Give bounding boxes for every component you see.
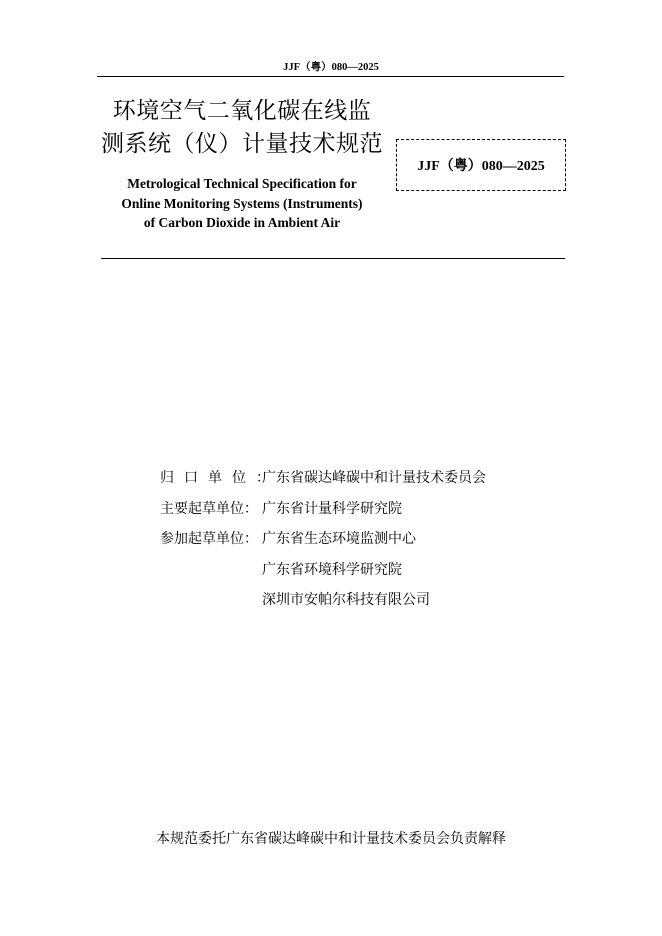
specification-code-box <box>396 139 566 191</box>
responsible-unit-label: 归口单位： <box>160 470 280 487</box>
drafting-units <box>160 462 580 615</box>
main-drafter-row <box>160 493 580 524</box>
participating-drafter-row <box>160 584 580 615</box>
title-chinese-line-1: 环境空气二氧化碳在线监 <box>112 98 372 124</box>
specification-code: JJF（粤）080—2025 <box>417 159 545 174</box>
running-header-code: JJF（粤）080—2025 <box>283 62 379 73</box>
title-english-line-3: of Carbon Dioxide in Ambient Air <box>143 215 341 230</box>
header-divider <box>97 76 564 77</box>
title-chinese <box>92 95 392 161</box>
participating-drafter-value: 广东省环境科学研究院 <box>262 561 402 578</box>
title-english <box>90 174 394 233</box>
participating-drafter-label: 参加起草单位： <box>160 531 258 548</box>
title-english-line-2: Online Monitoring Systems (Instruments) <box>121 195 363 211</box>
responsible-unit-row <box>160 462 580 493</box>
interpretation-note: 本规范委托广东省碳达峰碳中和计量技术委员会负责解释 <box>156 831 506 847</box>
main-drafter-label: 主要起草单位： <box>160 500 258 517</box>
title-chinese-line-2: 测系统（仪）计量技术规范 <box>101 131 383 157</box>
title-english-line-1: Metrological Technical Specification for <box>127 176 357 191</box>
main-drafter-value: 广东省计量科学研究院 <box>262 500 402 517</box>
title-divider <box>101 258 565 259</box>
participating-drafter-value: 广东省生态环境监测中心 <box>262 531 416 548</box>
participating-drafter-value: 深圳市安帕尔科技有限公司 <box>262 592 430 609</box>
participating-drafter-row <box>160 523 580 554</box>
responsible-unit-value: 广东省碳达峰碳中和计量技术委员会 <box>262 470 486 487</box>
participating-drafter-row <box>160 554 580 585</box>
